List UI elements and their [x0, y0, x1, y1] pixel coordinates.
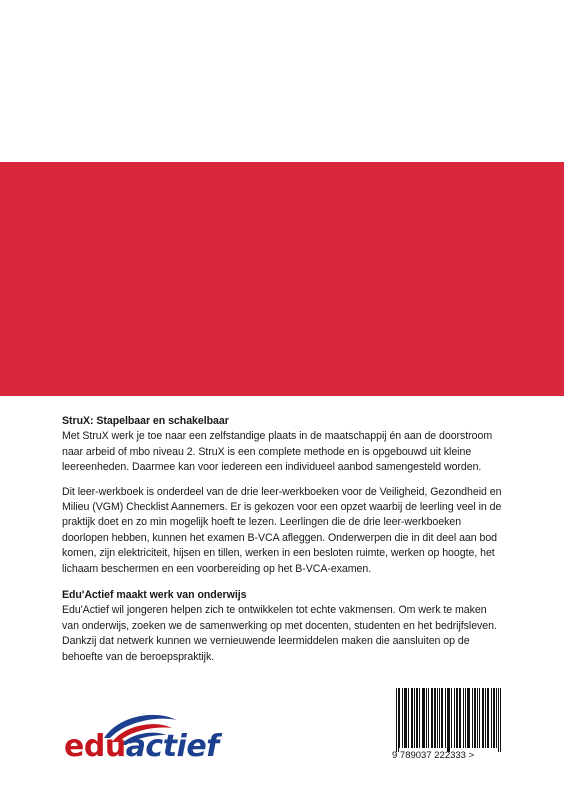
barcode-bar	[477, 688, 478, 748]
barcode-bar	[494, 688, 495, 748]
barcode-bar	[467, 688, 468, 748]
barcode-bar	[399, 688, 400, 748]
barcode-bar	[449, 688, 450, 752]
barcode-bar	[500, 688, 501, 752]
barcode-bar	[454, 688, 455, 748]
back-cover-text	[62, 414, 506, 676]
barcode-bar	[412, 688, 413, 748]
barcode-bar	[496, 688, 497, 748]
barcode-bar	[408, 688, 409, 748]
barcode-bar	[491, 688, 492, 748]
barcode-bar	[442, 688, 443, 748]
barcode-bar	[448, 688, 449, 752]
barcode-bar	[424, 688, 425, 748]
paragraph-strux-intro: Met StruX werk je toe naar een zelfstandige plaats in de maatschappij én aan de doorstroom naar arbeid of mbo niveau 2. StruX is een complete methode en is opgebouwd uit kleine leereenheden. Daarmee kan voor iedereen een individueel aanbod samengesteld worden.	[62, 430, 493, 474]
barcode-bar	[428, 688, 429, 748]
barcode-bar	[422, 688, 423, 748]
barcode-bar	[482, 688, 483, 748]
section-heading-strux: StruX: Stapelbaar en schakelbaar	[62, 415, 229, 427]
isbn-digits: 9 789037 222333 >	[392, 750, 475, 761]
barcode-bar	[457, 688, 458, 748]
barcode-bar	[414, 688, 415, 748]
barcode-bar	[417, 688, 418, 748]
barcode-bar	[405, 688, 406, 748]
barcode-bar	[472, 688, 473, 748]
barcode-bar	[434, 688, 435, 748]
barcode-bar	[456, 688, 457, 748]
barcode-bar	[431, 688, 432, 748]
barcode-bar	[396, 688, 397, 752]
barcode-bar	[411, 688, 412, 748]
barcode-bar	[439, 688, 440, 748]
barcode-bar	[459, 688, 460, 748]
barcode-bar	[451, 688, 452, 748]
barcode-bar	[469, 688, 470, 748]
barcode-bar	[432, 688, 433, 748]
barcode-bar	[485, 688, 486, 748]
barcode-bar	[475, 688, 476, 748]
barcode-bar	[435, 688, 436, 748]
barcode-bar	[398, 688, 399, 752]
paragraph-eduactief: Edu'Actief wil jongeren helpen zich te ontwikkelen tot echte vakmensen. Om werk te maken van onderwijs, zoeken we de samenwerking op met docenten, studenten en het bedrijfsleven. Dankzij dat netwerk kunnen we vernieuwende leermiddelen maken die aansluiten op de behoefte van de beroepspraktijk.	[62, 604, 497, 663]
barcode-bar	[426, 688, 427, 748]
barcode-bar	[437, 688, 438, 748]
barcode-bar	[487, 688, 488, 748]
barcode-bar	[460, 688, 461, 748]
barcode-bar	[445, 688, 446, 748]
logo-text-edu: edu	[64, 729, 126, 764]
cover-color-band	[0, 162, 564, 396]
barcode-bar	[483, 688, 484, 748]
barcode-bar	[423, 688, 424, 748]
barcode-bar	[493, 688, 494, 748]
barcode-bar	[402, 688, 403, 748]
barcode-bar	[404, 688, 405, 748]
barcode-bar	[419, 688, 420, 748]
barcode-bar	[468, 688, 469, 748]
barcode-bar	[441, 688, 442, 748]
barcode-bar	[474, 688, 475, 748]
logo-wordmark	[64, 729, 219, 764]
barcode-bar	[416, 688, 417, 748]
barcode-bar	[406, 688, 407, 748]
barcode-bar	[447, 688, 448, 752]
barcode-bar	[488, 688, 489, 748]
barcode-bar	[479, 688, 480, 748]
barcode-bar	[498, 688, 499, 752]
section-heading-eduactief: Edu'Actief maakt werk van onderwijs	[62, 589, 247, 602]
isbn-barcode	[390, 686, 504, 776]
eduactief-logo	[64, 708, 219, 772]
barcode-bar	[463, 688, 464, 748]
logo-text-actief: actief	[125, 729, 219, 764]
paragraph-vgm-description: Dit leer-werkboek is onderdeel van de drie leer-werkboeken voor de Veiligheid, Gezondheid en Milieu (VGM) Checklist Aannemers. Er is gekozen voor een opzet waarbij de leerling veel in de praktijk doet en zo min mogelijk hoeft te lezen. Leerlingen die de drie leer-werkboeken doorlopen hebben, kunnen het examen B-VCA afleggen. Onderwerpen die in dit deel aan bod komen, zijn elektriciteit, hijsen en tillen, werken in een besloten ruimte, werken op hoogte, het lichaam beschermen en een voorbereiding op het B-VCA-examen.	[62, 485, 502, 575]
barcode-bar	[465, 688, 466, 748]
